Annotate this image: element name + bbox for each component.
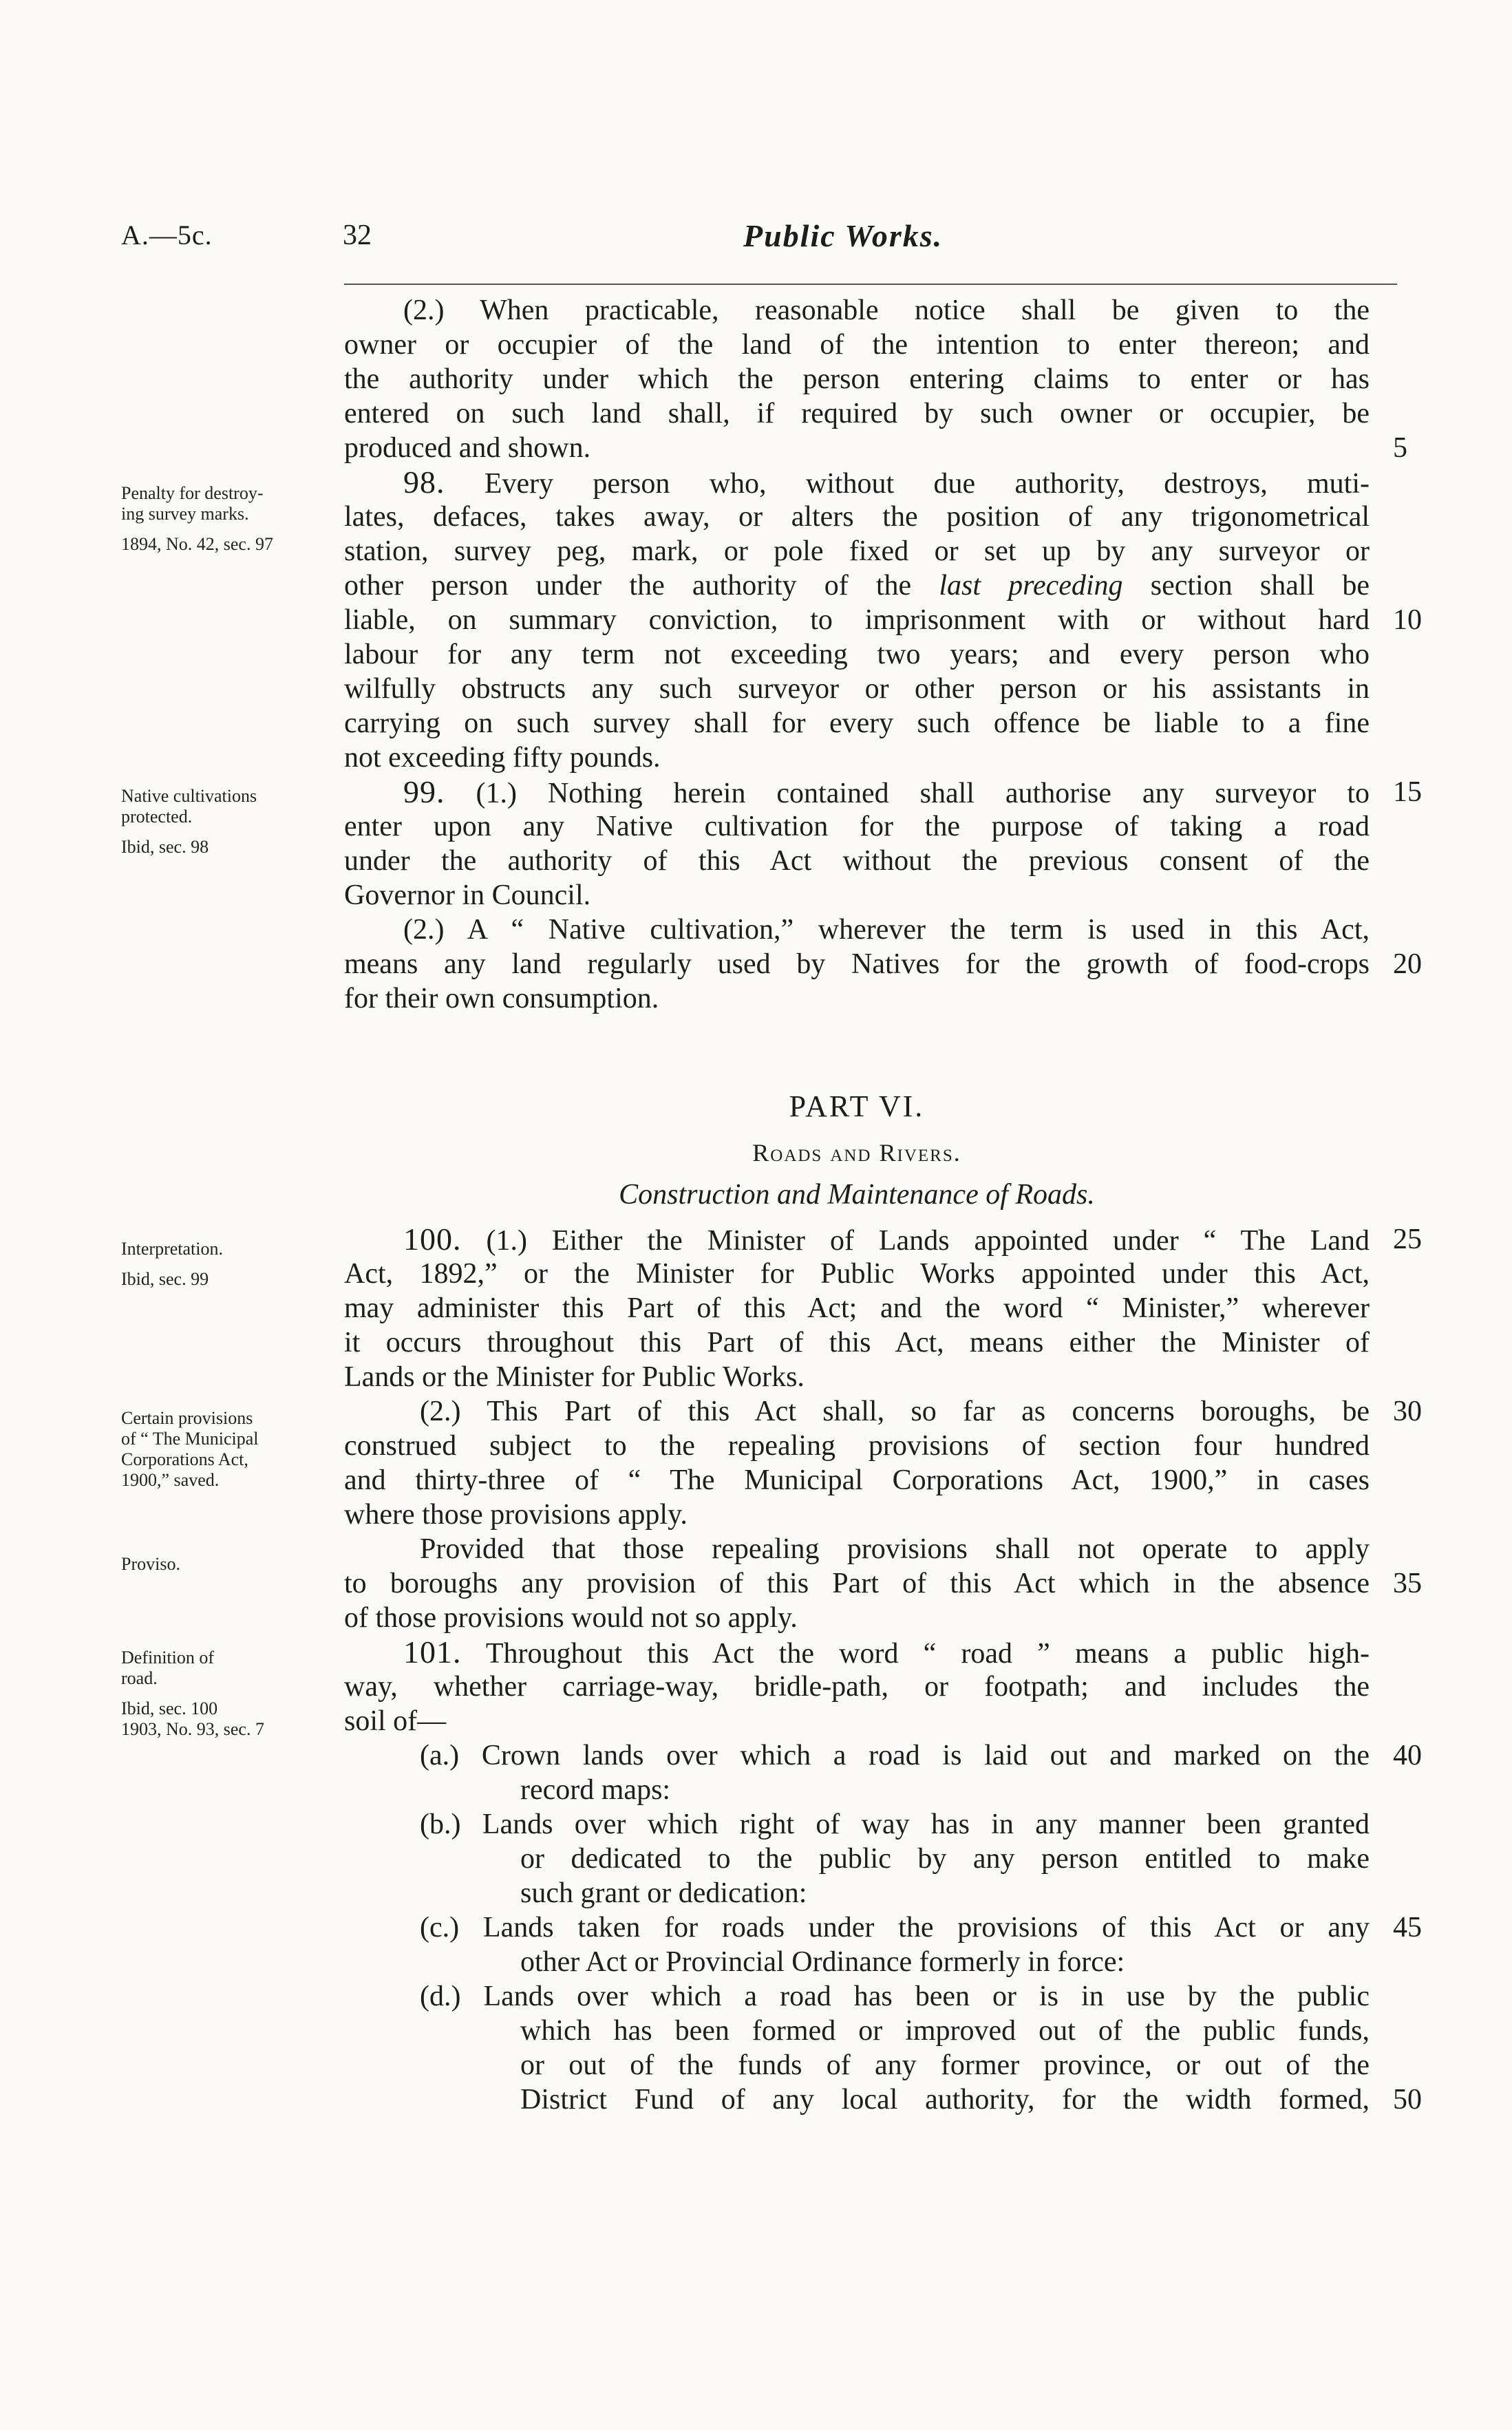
body-line: under the authority of this Act without the previous consent of the [344,845,1370,877]
list-item-b: (b.) Lands over which right of way has in any manner been granted [420,1809,1370,1840]
line-number: 5 [1393,432,1407,464]
body-line: Lands or the Minister for Public Works. [344,1361,805,1393]
body-line: District Fund of any local authority, for the width formed, [520,2084,1370,2115]
margin-note-certain-provisions [121,1408,341,1491]
list-item-a: (a.) Crown lands over which a road is laid out and marked on the [420,1740,1370,1771]
body-line: (2.) This Part of this Act shall, so far as concerns boroughs, be [420,1396,1370,1427]
body-line: carrying on such survey shall for every such offence be liable to a fine [344,707,1370,739]
body-line: which has been formed or improved out of the public funds, [520,2015,1370,2047]
list-item-d: (d.) Lands over which a road has been or is in use by the public [420,1981,1370,2012]
margin-note-line: protected. [121,807,193,827]
section-101-line: 101. Throughout this Act the word “ road ” means a public high- [403,1634,1370,1670]
margin-note-line: 1900,” saved. [121,1470,220,1490]
margin-note-citation: 1894, No. 42, sec. 97 [121,534,273,554]
body-line: other Act or Provincial Ordinance formerly in force: [520,1946,1125,1978]
line-number: 35 [1393,1568,1422,1599]
body-line: where those provisions apply. [344,1499,688,1531]
margin-note-definition-of-road [121,1648,341,1740]
body-line: soil of— [344,1705,447,1737]
margin-note-line: of “ The Municipal [121,1429,259,1449]
body-line: other person under the authority of the last preceding section shall be [344,570,1370,601]
body-line: and thirty-three of “ The Municipal Corporations Act, 1900,” in cases [344,1464,1370,1496]
part-heading: PART VI. [789,1089,925,1123]
section-100-line: 100. (1.) Either the Minister of Lands appointed under “ The Land [403,1222,1370,1257]
section-number: 98. [403,465,445,500]
line-number: 25 [1393,1224,1422,1255]
margin-note-line: Proviso. [121,1554,180,1574]
margin-note-line: Penalty for destroy- [121,483,264,503]
margin-note-line: Certain provisions [121,1408,253,1428]
body-line: Act, 1892,” or the Minister for Public Works appointed under this Act, [344,1258,1370,1290]
line-number: 10 [1393,604,1422,636]
margin-note-citation: Ibid, sec. 99 [121,1269,209,1289]
body-line: to boroughs any provision of this Part of this Act which in the absence [344,1568,1370,1599]
body-line: labour for any term not exceeding two years; and every person who [344,639,1370,670]
section-number: 100. [403,1222,462,1257]
margin-note-citation: Ibid, sec. 98 [121,837,209,857]
body-line: or dedicated to the public by any person entitled to make [520,1843,1370,1875]
margin-note-citation: 1903, No. 93, sec. 7 [121,1719,264,1739]
body-line: enter upon any Native cultivation for the purpose of taking a road [344,811,1370,842]
margin-note-native-cultivations [121,786,341,857]
body-line: the authority under which the person entering claims to enter or has [344,363,1370,395]
body-line: station, survey peg, mark, or pole fixed or set up by any surveyor or [344,535,1370,567]
section-heading: Construction and Maintenance of Roads. [619,1179,1095,1211]
margin-note-citation: Ibid, sec. 100 [121,1698,218,1718]
list-label: (c.) [420,1912,460,1943]
body-line: lates, defaces, takes away, or alters the position of any trigonometrical [344,501,1370,533]
line-number: 50 [1393,2084,1422,2115]
margin-note-line: road. [121,1668,158,1688]
body-line: such grant or dedication: [520,1877,807,1909]
body-line: record maps: [520,1774,671,1806]
body-line: not exceeding fifty pounds. [344,742,661,774]
line-number: 20 [1393,948,1422,980]
list-label: (d.) [420,1981,461,2012]
margin-note-line: Corporations Act, [121,1449,248,1469]
header-reference: A.—5c. [121,220,213,251]
body-line: Provided that those repealing provisions shall not operate to apply [420,1533,1370,1565]
line-number: 30 [1393,1396,1422,1427]
body-line: liable, on summary conviction, to imprisonment with or without hard [344,604,1370,636]
page-title: Public Works. [743,218,944,253]
part-subheading: Roads and Rivers. [752,1139,961,1166]
list-label: (a.) [420,1740,460,1771]
margin-note-penalty [121,483,341,555]
body-line: of those provisions would not so apply. [344,1602,798,1634]
body-line: construed subject to the repealing provisions of section four hundred [344,1430,1370,1462]
body-line: Governor in Council. [344,880,591,911]
body-line: produced and shown. [344,432,591,464]
line-number: 40 [1393,1740,1422,1771]
margin-note-proviso [121,1554,341,1575]
list-label: (b.) [420,1809,461,1840]
page-number: 32 [343,220,372,251]
body-line: may administer this Part of this Act; and the word “ Minister,” wherever [344,1292,1370,1324]
line-number: 45 [1393,1912,1422,1943]
line-number: 15 [1393,776,1422,808]
body-line: for their own consumption. [344,983,659,1014]
margin-note-line: Interpretation. [121,1239,223,1259]
section-98-line: 98. Every person who, without due authority, destroys, muti- [403,465,1370,500]
body-line: it occurs throughout this Part of this Act, means either the Minister of [344,1327,1370,1358]
body-line: wilfully obstructs any such surveyor or other person or his assistants in [344,673,1370,705]
margin-note-line: ing survey marks. [121,504,249,524]
body-line: (2.) When practicable, reasonable notice shall be given to the [403,295,1370,326]
body-line: or out of the funds of any former province, or out of the [520,2049,1370,2081]
body-line: entered on such land shall, if required by such owner or occupier, be [344,398,1370,429]
body-line: owner or occupier of the land of the intention to enter thereon; and [344,329,1370,361]
section-99-line: 99. (1.) Nothing herein contained shall authorise any surveyor to [403,774,1370,809]
margin-note-line: Native cultivations [121,786,257,806]
body-line: means any land regularly used by Natives for the growth of food-crops [344,948,1370,980]
margin-note-line: Definition of [121,1648,215,1667]
body-line: (2.) A “ Native cultivation,” wherever the term is used in this Act, [403,914,1370,946]
margin-note-interpretation [121,1239,341,1290]
list-item-c: (c.) Lands taken for roads under the provisions of this Act or any [420,1912,1370,1943]
section-number: 101. [403,1634,462,1670]
section-number: 99. [403,774,445,809]
body-line: way, whether carriage-way, bridle-path, or footpath; and includes the [344,1671,1370,1703]
header-rule [344,284,1397,285]
